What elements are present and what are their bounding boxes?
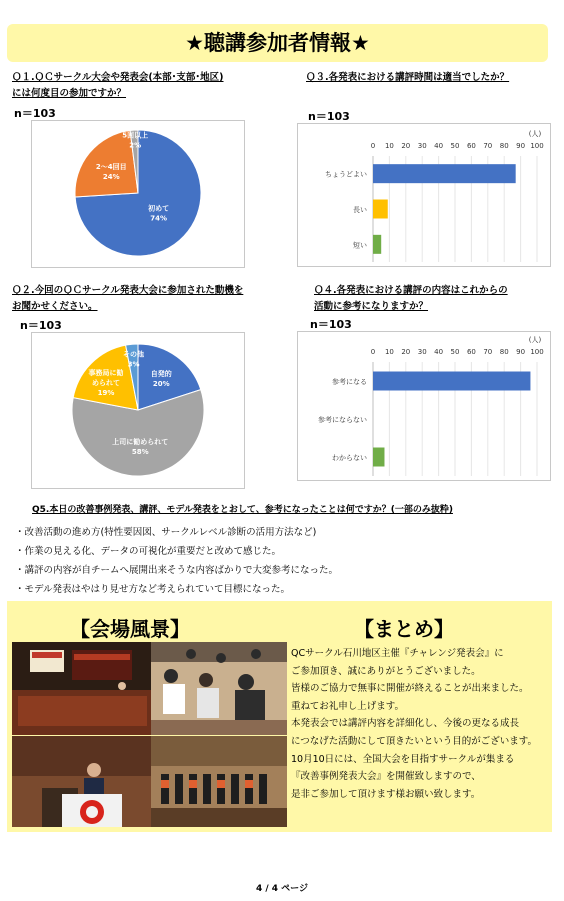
q3-bar-svg (298, 124, 550, 266)
q3-n-count: n＝103 (308, 110, 350, 123)
q4-chart-tick-label: 80 (499, 348, 509, 356)
venue-photo-speaker (12, 736, 153, 827)
venue-photo-stage (12, 642, 153, 735)
q2-question-line2: お聞かせください。 (12, 301, 98, 312)
page-footer: 4 / 4 ページ (255, 884, 309, 894)
q1-pie-svg (32, 121, 244, 267)
q4-n-count: n＝103 (310, 318, 352, 331)
q3-chart-tick-label: 70 (483, 142, 493, 150)
q5-answer-item: ・作業の見える化、データの可視化が重要だと改めて感じた。 (15, 546, 282, 557)
summary-line: 『改善事例発表大会』を開催致しますので、 (291, 771, 481, 783)
q3-chart-category-label: ちょうどよい (325, 170, 367, 179)
q4-chart-tick-label: 20 (401, 348, 411, 356)
q5-answer-item: ・改善活動の進め方(特性要因図、サークルレベル診断の活用方法など) (15, 527, 317, 538)
q2-pie-slice-label: 自発的 (150, 369, 172, 378)
q4-chart-category-label: 参考になる (332, 378, 367, 386)
q4-chart-category-label: 参考にならない (318, 416, 367, 424)
q4-bar-chart (297, 331, 551, 481)
q3-chart-tick-label: 30 (417, 142, 427, 150)
q2-pie-slice-label: 上司に勧められて (112, 438, 169, 447)
summary-line: ご参加頂き、誠にありがとうございました。 (291, 665, 481, 677)
q4-chart-unit-label: (人) (528, 336, 542, 344)
q3-chart-tick-label: 0 (370, 142, 376, 150)
q4-chart-bar (373, 372, 530, 391)
q3-chart-bar (373, 200, 388, 219)
q2-pie-chart (31, 332, 245, 489)
summary-line: 是非ご参加して頂けます様お願い致します。 (291, 788, 481, 800)
q3-chart-unit-label: (人) (528, 130, 542, 138)
q3-chart-tick-label: 50 (450, 142, 460, 150)
q4-chart-tick-label: 50 (450, 348, 460, 356)
q3-chart-category-label: 長い (353, 206, 367, 214)
summary-line: QCサークル石川地区主催『チャレンジ発表会』に (291, 648, 504, 659)
summary-line: 重ねてお礼申し上げます。 (291, 700, 405, 712)
q4-chart-tick-label: 90 (516, 348, 526, 356)
q4-chart-tick-label: 30 (417, 348, 427, 356)
summary-title: 【まとめ】 (354, 617, 454, 641)
q2-pie-slice-pct: 3% (127, 360, 140, 369)
q4-question-line2: 活動に参考になりますか？ (314, 301, 429, 312)
q3-chart-tick-label: 10 (384, 142, 394, 150)
q2-pie-slice-label: 事務局に勧 (88, 368, 124, 377)
q4-chart-bar (373, 448, 384, 467)
summary-line: につなげた活動にして頂きたいという目的がございます。 (291, 735, 538, 747)
q4-chart-tick-label: 70 (483, 348, 493, 356)
q4-question-line1: Ｑ４.各発表における講評の内容はこれからの (314, 285, 508, 296)
q5-answer-item: ・モデル発表はやはり見せ方など考えられていて目標になった。 (15, 584, 291, 595)
q4-chart-tick-label: 60 (466, 348, 476, 356)
q3-bar-chart (297, 123, 551, 267)
page-title: ★聴講参加者情報★ (7, 24, 548, 62)
q3-chart-tick-label: 40 (434, 142, 444, 150)
q1-pie-slice-label: 2～4回目 (95, 162, 127, 171)
q2-pie-slice-pct: 19% (97, 388, 115, 397)
q1-pie-slice-label: 5回以上 (122, 131, 149, 140)
q5-answer-item: ・講評の内容が自チームへ展開出来そうな内容ばかりで大変参考になった。 (15, 565, 339, 576)
q3-chart-tick-label: 90 (516, 142, 526, 150)
summary-line: 本発表会では講評内容を詳細化し、今後の更なる成長 (291, 718, 520, 730)
summary-line: 皆様のご協力で無事に開催が終えることが出来ました。 (291, 683, 529, 695)
q1-n-count: n＝103 (14, 107, 56, 120)
q1-pie-slice-pct: 24% (102, 172, 120, 181)
summary-line: 10月10日には、全国大会を目指すサークルが集まる (291, 753, 515, 765)
venue-title: 【会場風景】 (70, 617, 190, 641)
q4-chart-tick-label: 40 (434, 348, 444, 356)
q5-question: Q5.本日の改善事例発表、講評、モデル発表をとおして、参考になったことは何ですか？(一部のみ抜粋) (32, 505, 453, 515)
q2-n-count: n＝103 (20, 319, 62, 332)
summary-text (291, 645, 537, 803)
q1-pie-slice-pct: 2% (129, 141, 142, 150)
q1-question-line1: Ｑ１.ＱＣサークル大会や発表会(本部･支部･地区) (12, 72, 224, 83)
q2-pie-svg (32, 333, 244, 488)
q2-pie-slice-pct: 20% (152, 379, 170, 388)
venue-photo-audience (151, 642, 287, 735)
q4-bar-svg (298, 332, 550, 480)
q3-chart-tick-label: 100 (530, 142, 544, 150)
q3-chart-tick-label: 20 (401, 142, 411, 150)
q4-chart-category-label: わからない (332, 454, 367, 462)
q3-chart-tick-label: 80 (499, 142, 509, 150)
q3-chart-bar (373, 164, 516, 183)
q2-pie-slice-label: その他 (123, 350, 145, 359)
q2-pie-slice-label: められて (91, 378, 120, 387)
q4-chart-tick-label: 0 (370, 348, 376, 356)
q1-pie-slice-pct: 74% (150, 214, 168, 223)
q3-chart-tick-label: 60 (466, 142, 476, 150)
q1-question-line2: には何度目の参加ですか？ (12, 88, 127, 99)
bottom-section (7, 601, 552, 832)
q1-pie-chart (31, 120, 245, 268)
q2-question-line1: Ｑ２.今回のＱＣサークル発表大会に参加された動機を (12, 285, 244, 296)
q5-answer-list (15, 525, 338, 598)
q3-question: Ｑ３.各発表における講評時間は適当でしたか？ (306, 72, 510, 83)
venue-photo-group (151, 736, 287, 827)
q3-chart-category-label: 短い (353, 241, 367, 250)
q2-pie-slice-pct: 58% (131, 448, 149, 457)
q4-chart-tick-label: 100 (530, 348, 544, 356)
q1-pie-slice-label: 初めて (148, 204, 170, 213)
q4-chart-tick-label: 10 (384, 348, 394, 356)
q3-chart-bar (373, 235, 381, 254)
